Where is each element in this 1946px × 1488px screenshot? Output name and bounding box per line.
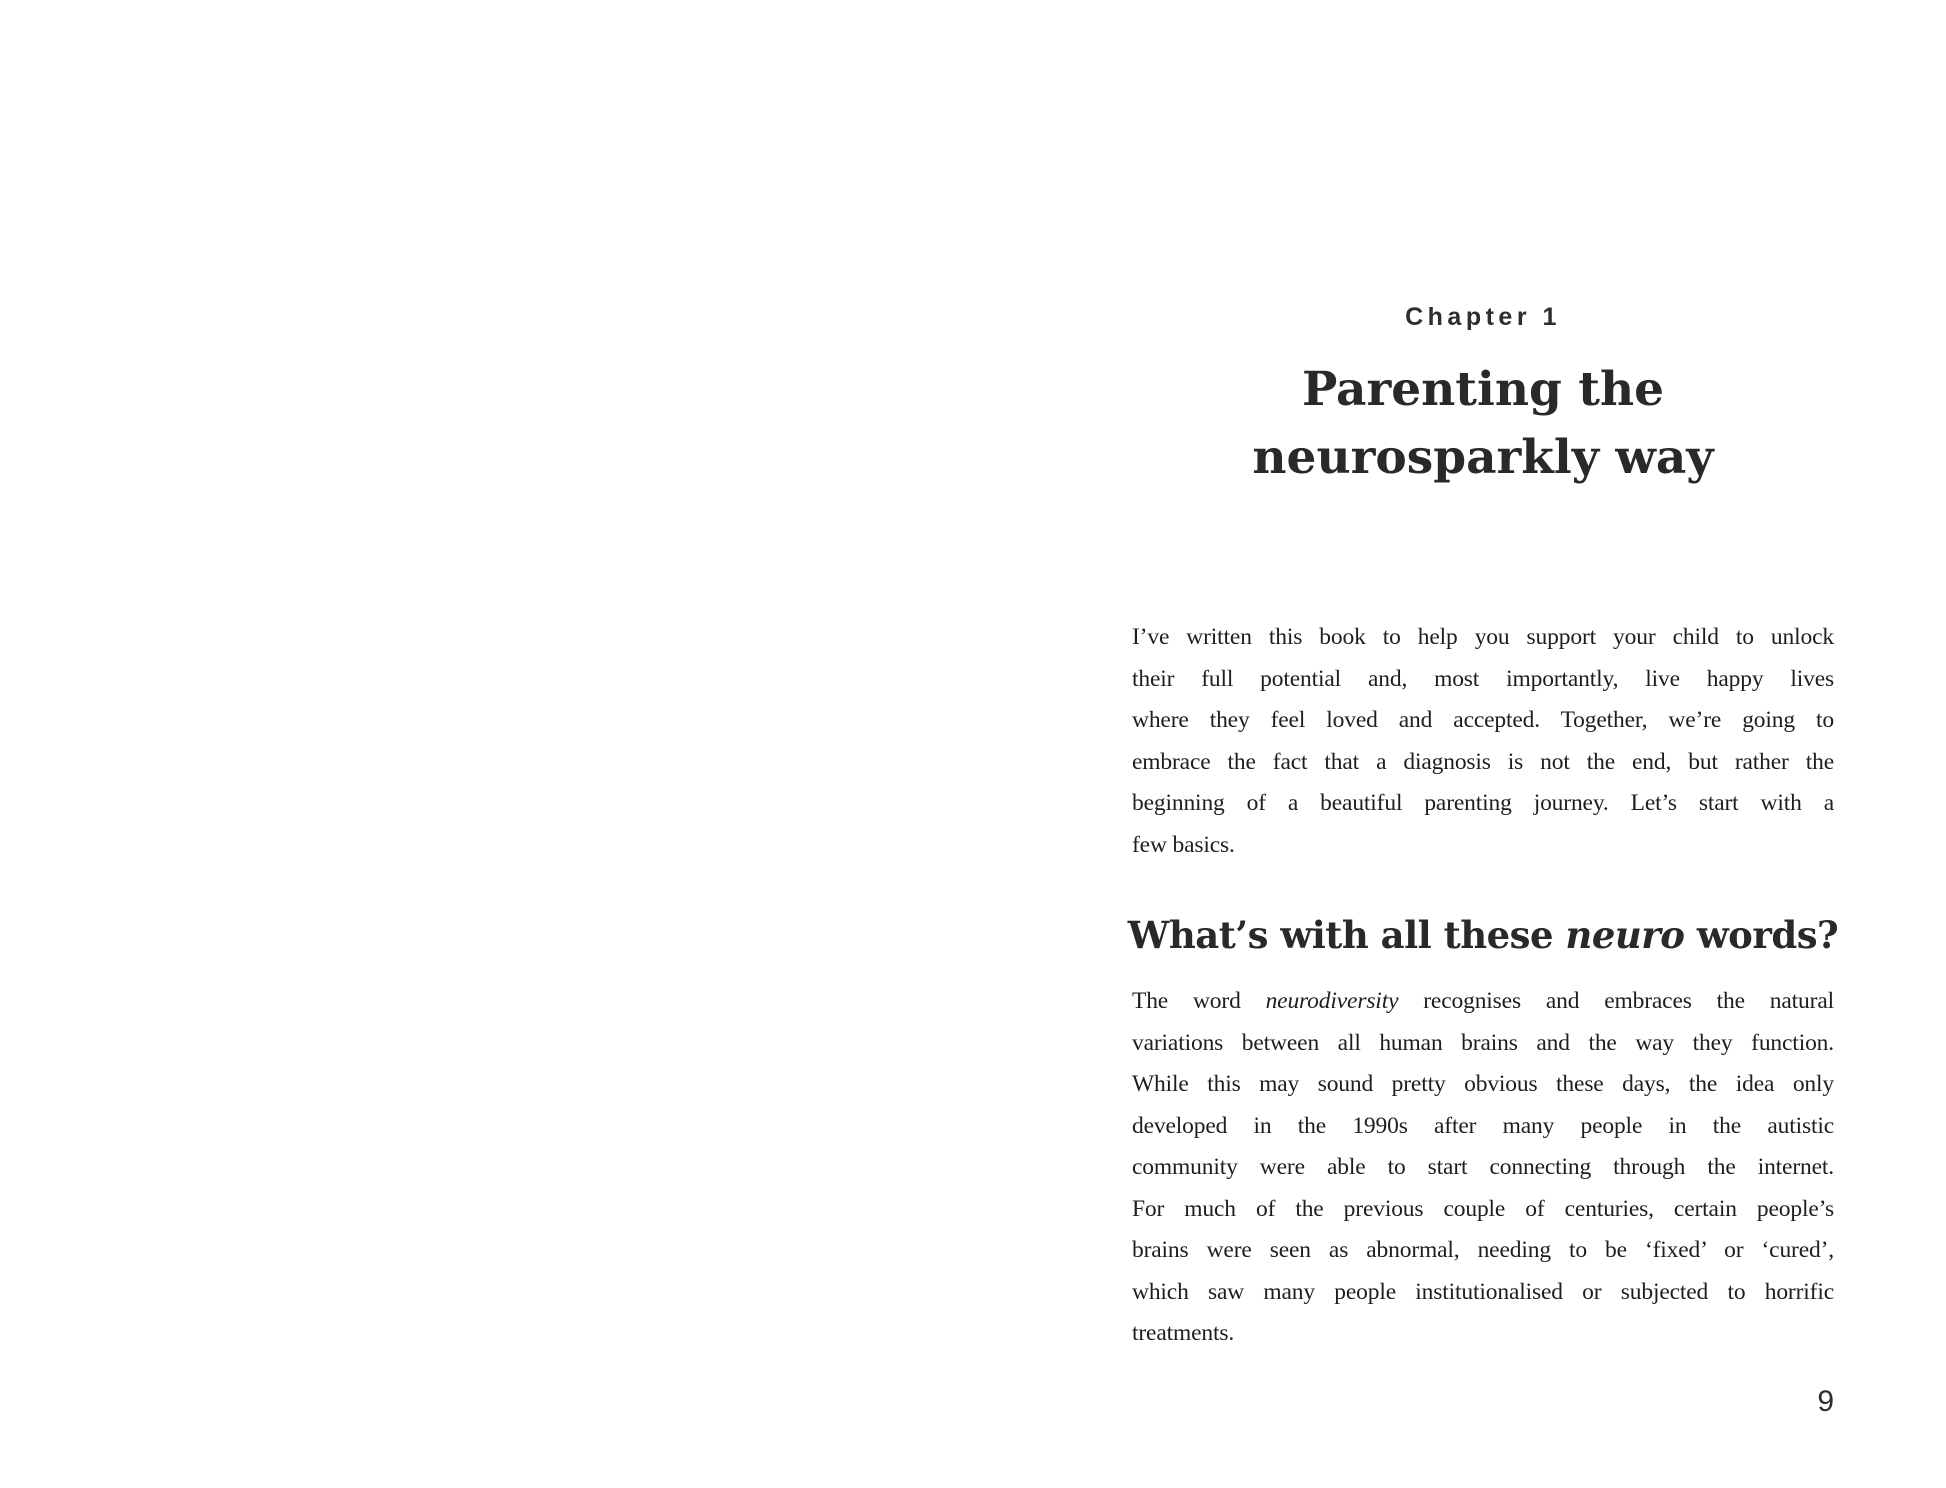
paragraph-line: The word neurodiversity recognises and embraces the natural	[1132, 988, 1834, 1014]
section-heading: What’s with all these neuro words?	[1127, 913, 1839, 957]
page-number: 9	[1817, 1385, 1834, 1418]
paragraph-line: beginning of a beautiful parenting journey. Let’s start with a	[1132, 790, 1834, 816]
text-column	[1127, 0, 1839, 1488]
intro-paragraph	[1132, 617, 1834, 866]
paragraph-line: treatments.	[1132, 1320, 1235, 1346]
paragraph-line: developed in the 1990s after many people in the autistic	[1132, 1112, 1834, 1139]
chapter-title	[1092, 356, 1874, 492]
chapter-title-line: neurosparkly way	[1252, 430, 1714, 485]
chapter-label: Chapter 1	[1405, 303, 1561, 331]
paragraph-line: their full potential and, most importantly, live happy lives	[1132, 665, 1834, 692]
paragraph-line: While this may sound pretty obvious these days, the idea only	[1132, 1071, 1834, 1097]
paragraph-line: where they feel loved and accepted. Together, we’re going to	[1132, 707, 1834, 733]
paragraph-line: brains were seen as abnormal, needing to be ‘fixed’ or ‘cured’,	[1132, 1237, 1834, 1263]
paragraph-line: few basics.	[1132, 831, 1235, 858]
paragraph-line: embrace the fact that a diagnosis is not the end, but rather the	[1132, 748, 1834, 775]
paragraph-line: I’ve written this book to help you support your child to unlock	[1132, 624, 1834, 650]
paragraph-line: community were able to start connecting through the internet.	[1132, 1154, 1834, 1180]
chapter-title-line: Parenting the	[1301, 362, 1665, 417]
paragraph-line: which saw many people institutionalised or subjected to horrific	[1132, 1278, 1834, 1305]
paragraph-line: For much of the previous couple of centuries, certain people’s	[1132, 1195, 1834, 1222]
section-paragraph	[1132, 981, 1834, 1355]
paragraph-line: variations between all human brains and the way they function.	[1132, 1029, 1834, 1056]
